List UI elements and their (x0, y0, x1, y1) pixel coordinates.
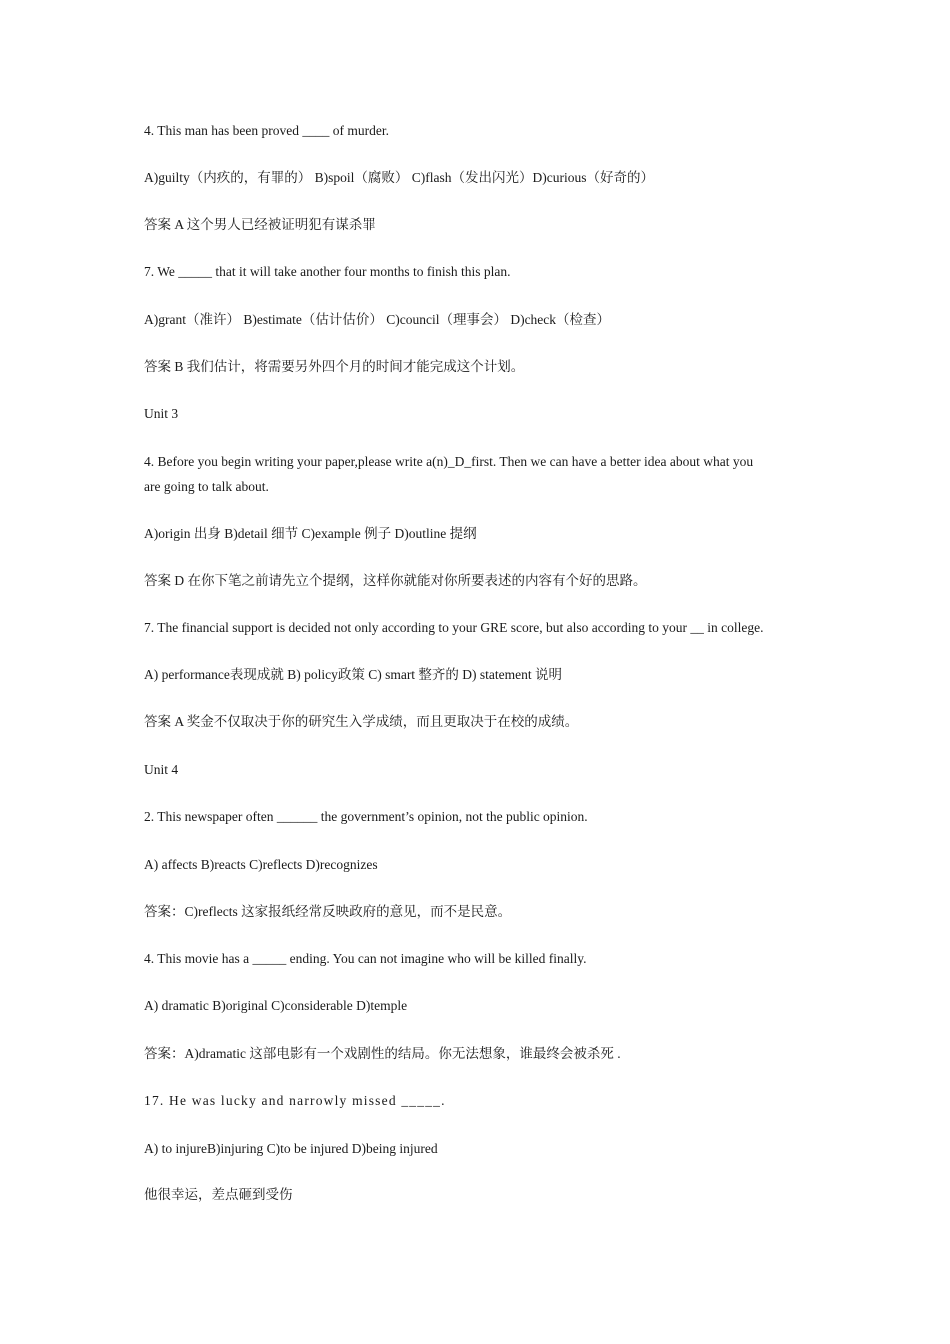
question-4-outline: 4. Before you begin writing your paper,please write a(n)_D_first. Then we can have a better idea about what you (144, 454, 754, 469)
answer-question-7-performance: 答案 A 奖金不仅取决于你的研究生入学成绩，而且更取决于在校的成绩。 (144, 714, 579, 729)
answer-question-4-dramatic: 答案：A)dramatic 这部电影有一个戏剧性的结局。你无法想象，谁最终会被杀死 . (144, 1046, 621, 1061)
answer-question-4-outline: 答案 D 在你下笔之前请先立个提纲，这样你就能对你所要表述的内容有个好的思路。 (144, 573, 647, 588)
answer-question-4-guilty: 答案 A 这个男人已经被证明犯有谋杀罪 (144, 217, 376, 232)
options-question-7-estimate: A)grant（准许） B)estimate（估计估价） C)council（理事会） D)check（检查） (144, 312, 611, 327)
options-question-17-injured: A) to injureB)injuring C)to be injured D)being injured (144, 1141, 438, 1156)
question-7-performance: 7. The financial support is decided not only according to your GRE score, but also according to your __ in college. (144, 620, 764, 635)
answer-question-7-estimate: 答案 B 我们估计，将需要另外四个月的时间才能完成这个计划。 (144, 359, 525, 374)
answer-question-17-injured: 他很幸运，差点砸到受伤 (144, 1187, 293, 1202)
options-question-2-reflects: A) affects B)reacts C)reflects D)recognizes (144, 857, 378, 872)
options-question-4-outline: A)origin 出身 B)detail 细节 C)example 例子 D)outline 提纲 (144, 526, 477, 541)
unit-4-heading: Unit 4 (144, 762, 179, 777)
question-7-estimate: 7. We _____ that it will take another four months to finish this plan. (144, 264, 511, 279)
question-4-dramatic: 4. This movie has a _____ ending. You can not imagine who will be killed finally. (144, 951, 587, 966)
options-question-7-performance: A) performance表现成就 B) policy政策 C) smart 整齐的 D) statement 说明 (144, 667, 563, 682)
options-question-4-guilty: A)guilty（内疚的，有罪的） B)spoil（腐败） C)flash（发出闪光）D)curious（好奇的） (144, 170, 654, 185)
options-question-4-dramatic: A) dramatic B)original C)considerable D)temple (144, 998, 408, 1013)
question-4-guilty: 4. This man has been proved ____ of murder. (144, 123, 389, 138)
question-4-outline-continued: are going to talk about. (144, 479, 269, 494)
unit-3-heading: Unit 3 (144, 406, 179, 421)
question-2-reflects: 2. This newspaper often ______ the government’s opinion, not the public opinion. (144, 809, 588, 824)
question-17-injured: 17. He was lucky and narrowly missed _____. (144, 1093, 446, 1108)
answer-question-2-reflects: 答案：C)reflects 这家报纸经常反映政府的意见，而不是民意。 (144, 904, 512, 919)
